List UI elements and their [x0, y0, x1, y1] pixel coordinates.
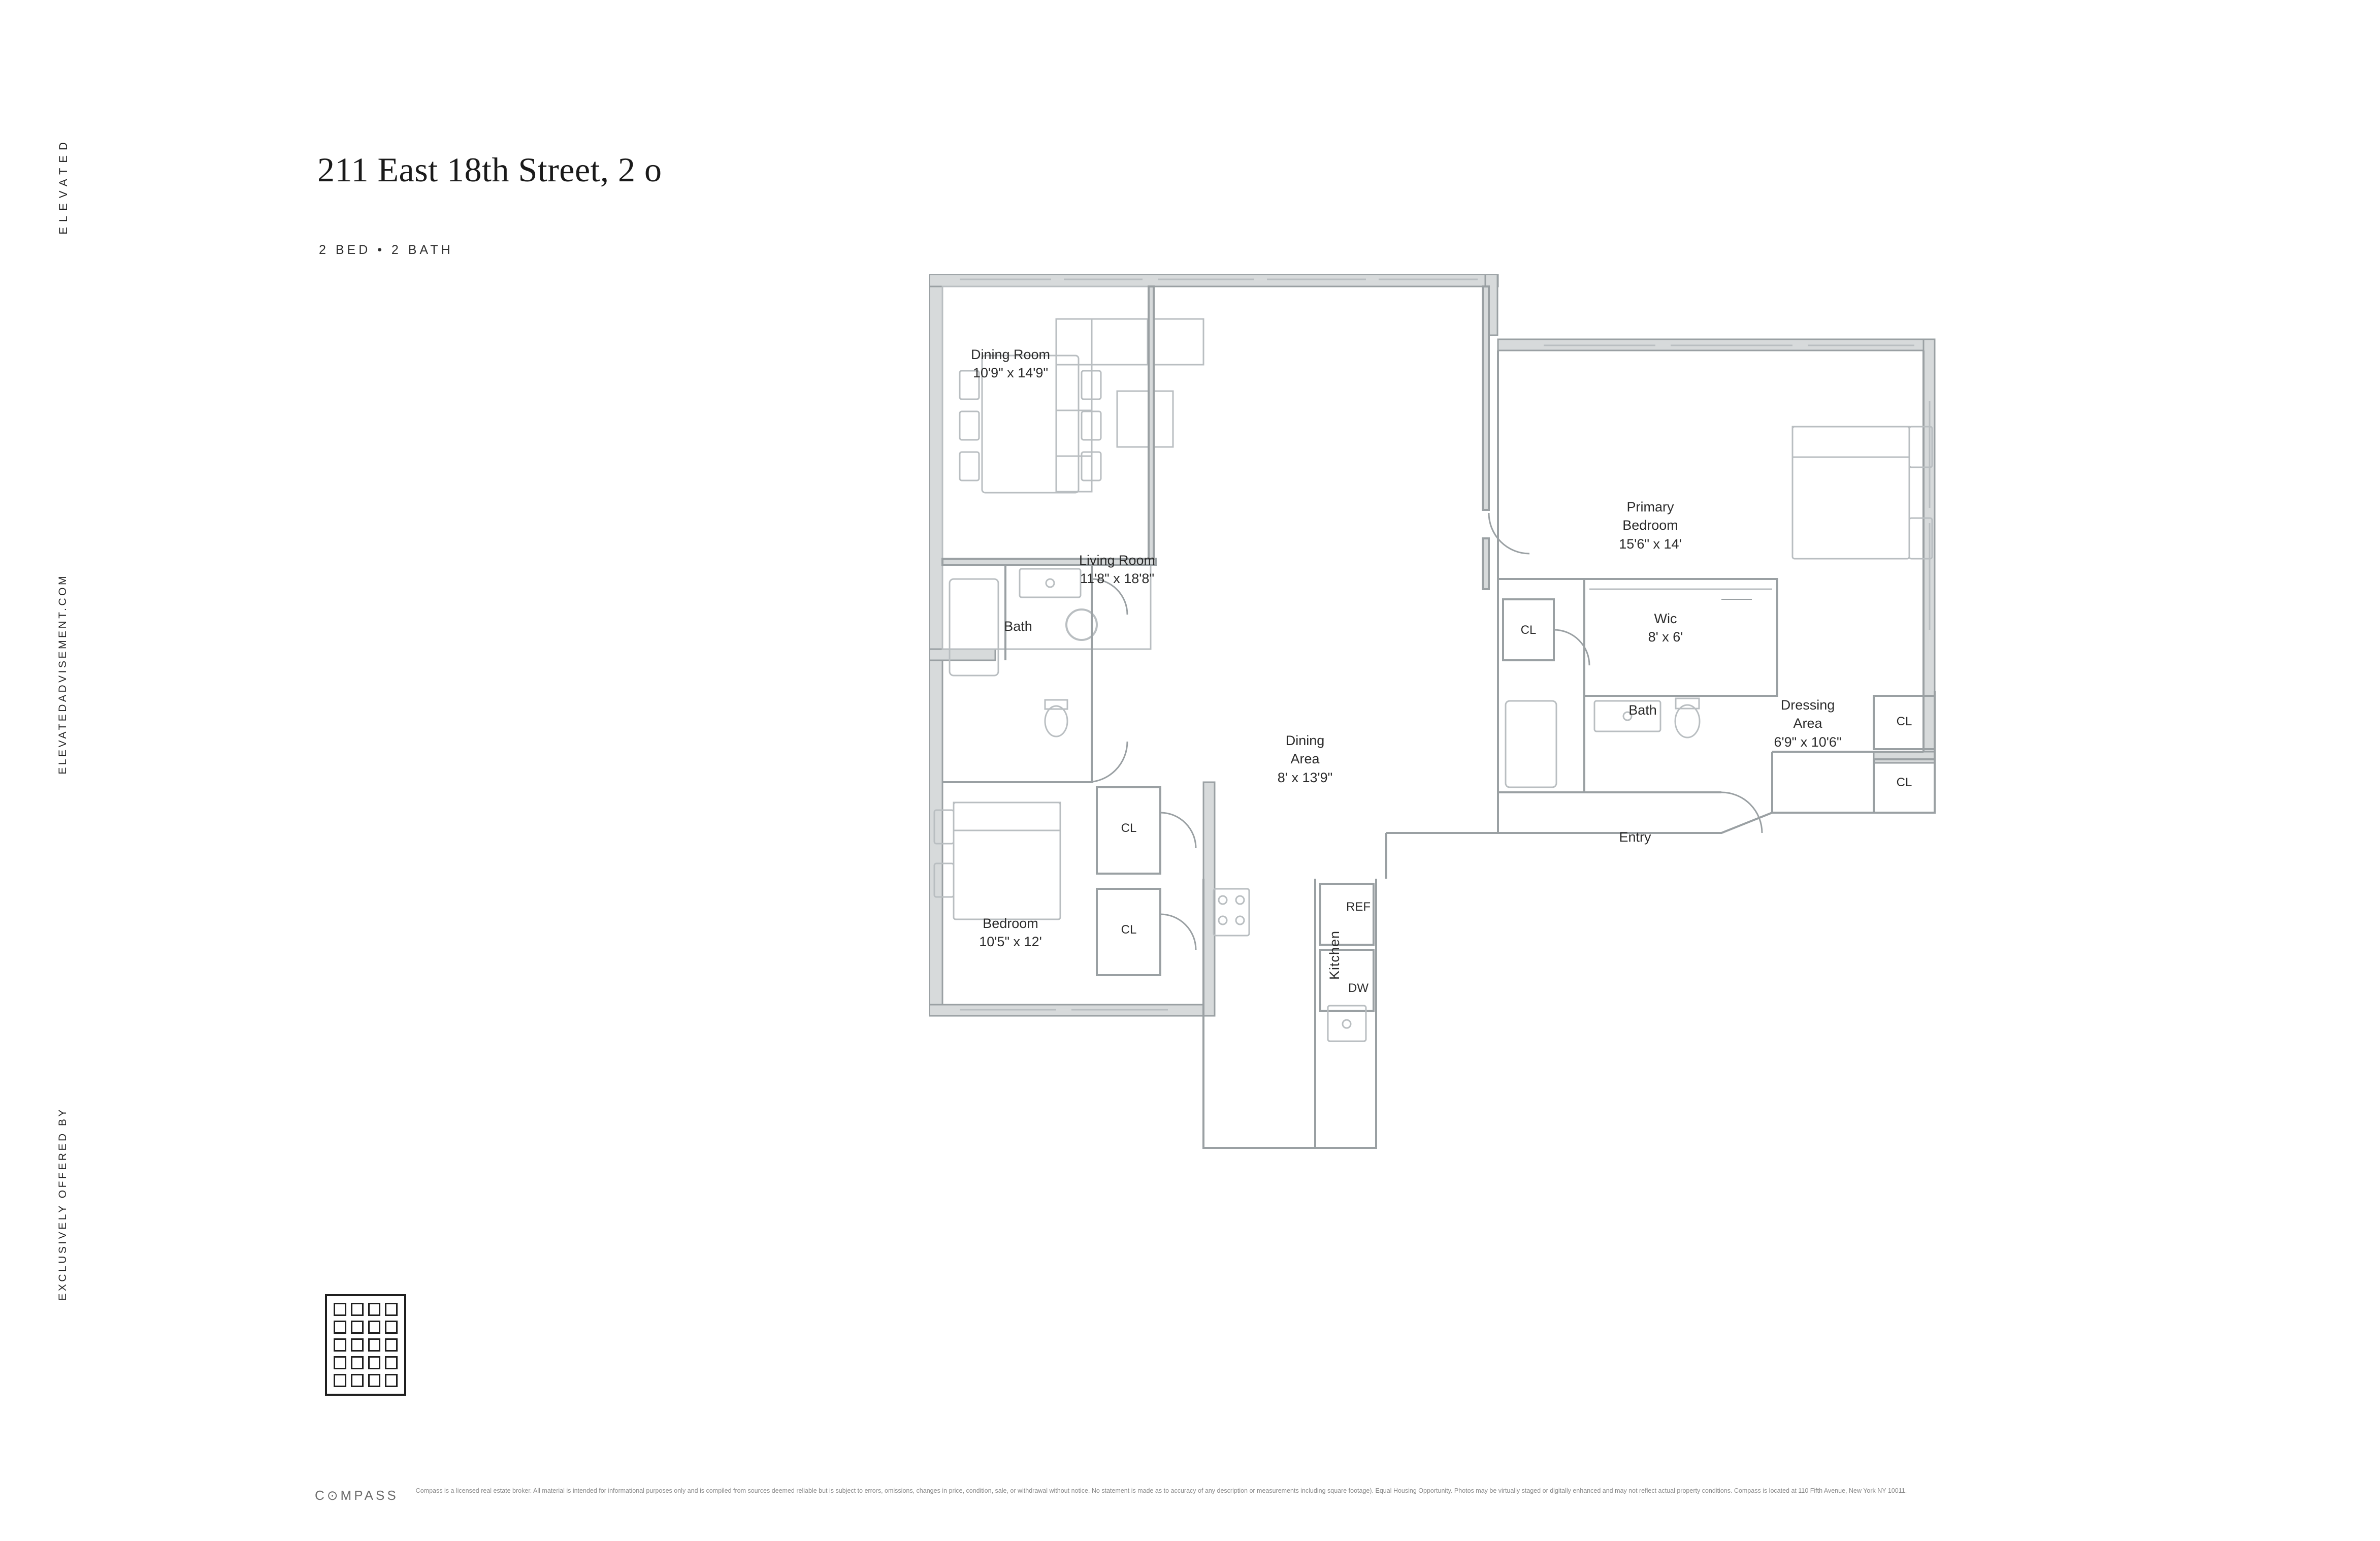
label-bath-upper: Bath: [1004, 619, 1032, 634]
label-dining-room: Dining Room 10'9" x 14'9": [970, 347, 1051, 381]
legal-disclaimer: Compass is a licensed real estate broker. All material is intended for informational purposes only and is compiled from sources deemed reliable but is subject to errors, omissions, changes in price, condition, sale, or withdrawal without notice. No statement is made as to accuracy of any description or measurements including square footage). Equal Housing Opportunity. Photos may be virtually staged or digitally enhanced and may not reflect actual property conditions. Compass is located at 110 Fifth Avenue, New York NY 10011.: [415, 1487, 1907, 1494]
label-bath-lower: Bath: [1628, 702, 1657, 718]
label-bedroom: Bedroom 10'5" x 12': [979, 916, 1042, 950]
label-living-room: Living Room 11'8" x 18'8": [1079, 553, 1156, 587]
brand-vertical-text: ELEVATED: [57, 137, 70, 235]
building-icon: [325, 1294, 406, 1396]
label-ref: REF: [1346, 900, 1371, 914]
page-title: 211 East 18th Street, 2 o: [317, 150, 662, 189]
floor-plan: [929, 274, 1996, 1341]
footer: [315, 1486, 2194, 1503]
label-entry: Entry: [1619, 829, 1651, 845]
page-subtitle: 2 BED • 2 BATH: [319, 243, 453, 257]
label-cl-5: CL: [1896, 776, 1912, 789]
label-cl-4: CL: [1896, 715, 1912, 728]
label-kitchen: Kitchen: [1327, 930, 1342, 980]
floor-plan-svg: [929, 274, 1996, 1341]
label-cl-3: CL: [1520, 623, 1537, 637]
label-dw: DW: [1348, 981, 1368, 995]
label-cl-1: CL: [1121, 821, 1137, 835]
label-dressing-area: Dressing Area 6'9" x 10'6": [1774, 697, 1842, 750]
website-vertical-text: ELEVATEDADVISEMENT.COM: [57, 574, 69, 775]
label-primary-bedroom: Primary Bedroom 15'6" x 14': [1619, 499, 1682, 552]
offered-by-vertical-text: EXCLUSIVELY OFFERED BY: [57, 1107, 69, 1301]
label-wic: Wic 8' x 6': [1648, 611, 1683, 645]
label-dining-area: Dining Area 8' x 13'9": [1277, 733, 1333, 785]
label-cl-2: CL: [1121, 923, 1137, 937]
left-rail: [0, 0, 132, 1541]
compass-logo: C⊙MPASS: [315, 1488, 399, 1503]
